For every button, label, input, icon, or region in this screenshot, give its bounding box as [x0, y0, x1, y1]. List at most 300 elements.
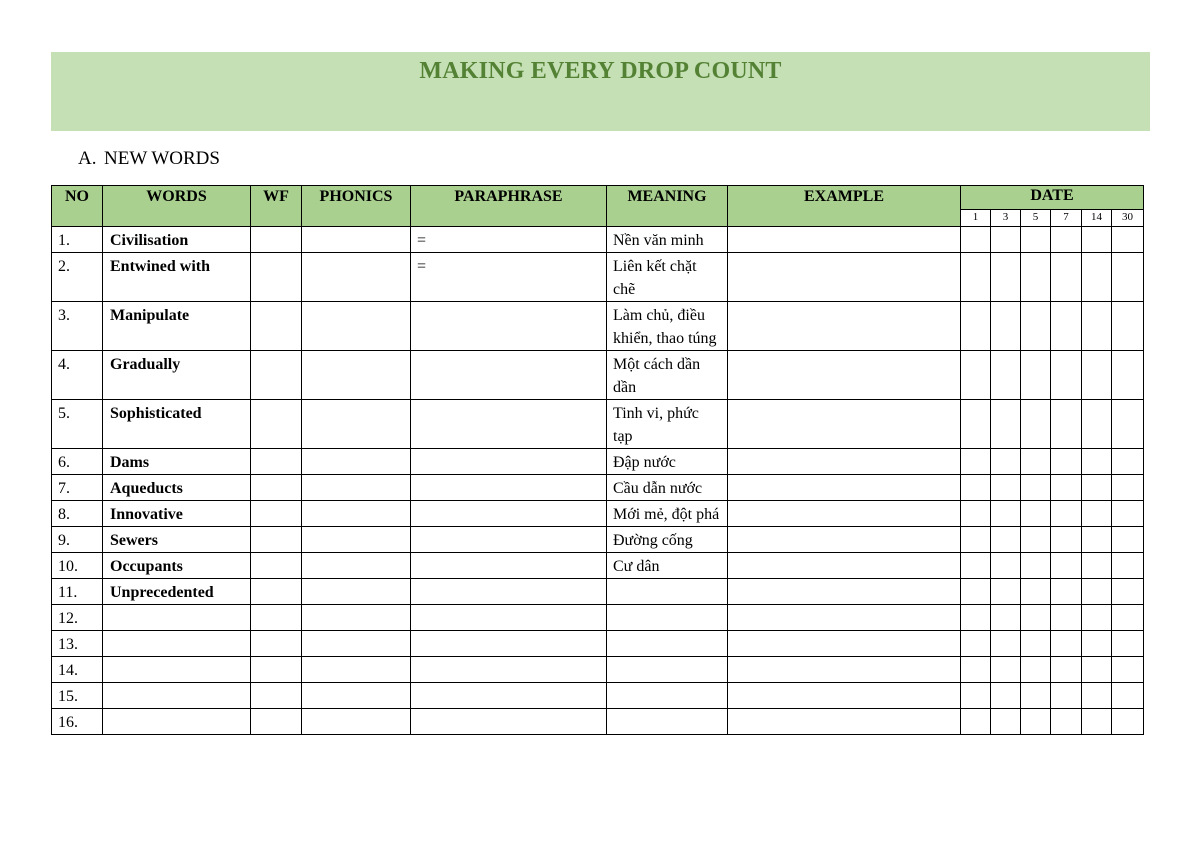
date-check-cell — [1112, 351, 1144, 400]
date-check-cell — [1082, 302, 1112, 351]
phonics-cell — [302, 553, 411, 579]
header-wf: WF — [251, 186, 302, 227]
date-check-cell — [961, 657, 991, 683]
phonics-cell — [302, 253, 411, 302]
date-check-cell — [1082, 351, 1112, 400]
date-check-cell — [1051, 400, 1082, 449]
word-cell-text — [103, 631, 250, 633]
header-paraphrase: PARAPHRASE — [411, 186, 607, 227]
word-cell-text: Sewers — [110, 532, 158, 549]
row-number-text: 7. — [58, 480, 70, 497]
date-check-cell — [1112, 683, 1144, 709]
phonics-cell — [302, 657, 411, 683]
date-check-cell — [1112, 449, 1144, 475]
meaning-cell — [607, 527, 728, 553]
date-check-cell — [1082, 475, 1112, 501]
date-check-cell — [1021, 579, 1051, 605]
date-check-cell — [991, 449, 1021, 475]
word-cell-text — [103, 657, 250, 659]
paraphrase-cell-text — [411, 351, 606, 353]
wf-cell — [251, 449, 302, 475]
phonics-cell — [302, 449, 411, 475]
date-check-cell — [1082, 400, 1112, 449]
wf-cell — [251, 351, 302, 400]
row-number-text: 5. — [58, 405, 70, 422]
word-cell-text: Civilisation — [110, 232, 189, 249]
wf-cell — [251, 579, 302, 605]
date-interval: 30 — [1112, 210, 1144, 227]
section-label: NEW WORDS — [104, 148, 220, 169]
date-check-cell — [1021, 302, 1051, 351]
wf-cell — [251, 683, 302, 709]
paraphrase-cell-text: = — [417, 258, 427, 275]
row-number — [52, 253, 103, 302]
phonics-cell — [302, 475, 411, 501]
word-cell — [103, 683, 251, 709]
date-check-cell — [991, 227, 1021, 253]
date-check-cell — [991, 709, 1021, 735]
phonics-cell — [302, 631, 411, 657]
meaning-cell-text: Tinh vi, phức tạp — [613, 405, 699, 445]
date-check-cell — [991, 527, 1021, 553]
paraphrase-cell-text — [411, 400, 606, 402]
date-check-cell — [991, 475, 1021, 501]
date-check-cell — [1112, 227, 1144, 253]
example-cell — [728, 527, 961, 553]
word-cell — [103, 579, 251, 605]
paraphrase-cell — [411, 657, 607, 683]
phonics-cell — [302, 527, 411, 553]
table-row — [52, 579, 1144, 605]
date-check-cell — [961, 579, 991, 605]
date-check-cell — [991, 351, 1021, 400]
row-number-text: 9. — [58, 532, 70, 549]
date-check-cell — [1112, 709, 1144, 735]
date-check-cell — [1021, 351, 1051, 400]
row-number — [52, 709, 103, 735]
row-number-text: 13. — [58, 636, 78, 653]
word-cell — [103, 351, 251, 400]
date-interval: 3 — [991, 210, 1021, 227]
paraphrase-cell-text — [411, 683, 606, 685]
date-check-cell — [991, 400, 1021, 449]
example-cell — [728, 302, 961, 351]
row-number — [52, 501, 103, 527]
header-phonics: PHONICS — [302, 186, 411, 227]
example-cell — [728, 475, 961, 501]
date-check-cell — [961, 527, 991, 553]
meaning-cell-text: Cư dân — [613, 558, 660, 575]
date-check-cell — [1051, 449, 1082, 475]
row-number-text: 10. — [58, 558, 78, 575]
example-cell — [728, 449, 961, 475]
paraphrase-cell — [411, 605, 607, 631]
date-check-cell — [1021, 501, 1051, 527]
date-check-cell — [1112, 553, 1144, 579]
date-check-cell — [1112, 501, 1144, 527]
example-cell — [728, 253, 961, 302]
date-check-cell — [1082, 631, 1112, 657]
meaning-cell — [607, 683, 728, 709]
meaning-cell — [607, 227, 728, 253]
word-cell-text: Dams — [110, 454, 150, 471]
vocabulary-rows — [52, 227, 1144, 735]
date-interval: 1 — [961, 210, 991, 227]
date-check-cell — [1051, 553, 1082, 579]
date-check-cell — [1021, 227, 1051, 253]
word-cell-text: Occupants — [110, 558, 183, 575]
meaning-cell-text — [607, 631, 727, 633]
paraphrase-cell-text: = — [417, 232, 427, 249]
row-number — [52, 683, 103, 709]
row-number — [52, 449, 103, 475]
row-number — [52, 475, 103, 501]
date-check-cell — [991, 253, 1021, 302]
row-number — [52, 351, 103, 400]
header-example: EXAMPLE — [728, 186, 961, 227]
meaning-cell-text: Liên kết chặt chẽ — [613, 258, 697, 298]
table-row — [52, 475, 1144, 501]
example-cell — [728, 227, 961, 253]
word-cell-text: Aqueducts — [110, 480, 183, 497]
date-check-cell — [1082, 527, 1112, 553]
date-check-cell — [1051, 351, 1082, 400]
example-cell — [728, 400, 961, 449]
paraphrase-cell-text — [411, 709, 606, 711]
phonics-cell — [302, 400, 411, 449]
row-number-text: 3. — [58, 307, 70, 324]
title-banner — [51, 52, 1150, 131]
date-check-cell — [1051, 579, 1082, 605]
paraphrase-cell-text — [411, 553, 606, 555]
phonics-cell — [302, 605, 411, 631]
row-number — [52, 605, 103, 631]
example-cell — [728, 553, 961, 579]
paraphrase-cell — [411, 253, 607, 302]
meaning-cell — [607, 302, 728, 351]
word-cell — [103, 475, 251, 501]
paraphrase-cell — [411, 579, 607, 605]
meaning-cell-text — [607, 605, 727, 607]
example-cell — [728, 631, 961, 657]
meaning-cell — [607, 657, 728, 683]
wf-cell — [251, 475, 302, 501]
date-check-cell — [1082, 709, 1112, 735]
example-cell — [728, 683, 961, 709]
wf-cell — [251, 400, 302, 449]
date-check-cell — [1082, 253, 1112, 302]
paraphrase-cell — [411, 683, 607, 709]
date-check-cell — [1082, 579, 1112, 605]
meaning-cell-text: Đập nước — [613, 454, 676, 471]
date-check-cell — [991, 302, 1021, 351]
paraphrase-cell-text — [411, 475, 606, 477]
table-row — [52, 527, 1144, 553]
date-check-cell — [961, 253, 991, 302]
wf-cell — [251, 631, 302, 657]
paraphrase-cell — [411, 709, 607, 735]
date-check-cell — [1112, 302, 1144, 351]
meaning-cell-text: Nền văn minh — [613, 232, 704, 249]
paraphrase-cell-text — [411, 449, 606, 451]
header-meaning: MEANING — [607, 186, 728, 227]
wf-cell — [251, 527, 302, 553]
table-row — [52, 683, 1144, 709]
table-row — [52, 351, 1144, 400]
example-cell — [728, 605, 961, 631]
word-cell — [103, 227, 251, 253]
date-check-cell — [1112, 400, 1144, 449]
word-cell — [103, 605, 251, 631]
date-check-cell — [991, 605, 1021, 631]
row-number — [52, 657, 103, 683]
word-cell-text: Innovative — [110, 506, 183, 523]
word-cell — [103, 657, 251, 683]
paraphrase-cell-text — [411, 579, 606, 581]
row-number-text: 15. — [58, 688, 78, 705]
date-check-cell — [961, 605, 991, 631]
date-check-cell — [1051, 302, 1082, 351]
row-number — [52, 631, 103, 657]
date-check-cell — [1021, 449, 1051, 475]
meaning-cell-text — [607, 683, 727, 685]
date-check-cell — [1021, 631, 1051, 657]
date-check-cell — [1051, 253, 1082, 302]
date-check-cell — [1112, 253, 1144, 302]
phonics-cell — [302, 709, 411, 735]
row-number-text: 2. — [58, 258, 70, 275]
word-cell — [103, 501, 251, 527]
word-cell — [103, 302, 251, 351]
date-check-cell — [1021, 605, 1051, 631]
section-heading — [78, 148, 220, 170]
row-number — [52, 553, 103, 579]
date-check-cell — [1112, 475, 1144, 501]
date-check-cell — [1112, 631, 1144, 657]
date-interval: 7 — [1051, 210, 1082, 227]
meaning-cell-text: Làm chủ, điều khiển, thao túng — [613, 307, 717, 347]
example-cell — [728, 579, 961, 605]
date-check-cell — [1021, 253, 1051, 302]
paraphrase-cell-text — [411, 605, 606, 607]
word-cell — [103, 553, 251, 579]
date-check-cell — [991, 657, 1021, 683]
row-number-text: 16. — [58, 714, 78, 731]
header-date: DATE — [961, 186, 1144, 210]
date-check-cell — [961, 631, 991, 657]
word-cell — [103, 709, 251, 735]
date-check-cell — [1112, 527, 1144, 553]
word-cell-text: Gradually — [110, 356, 181, 373]
word-cell — [103, 400, 251, 449]
date-check-cell — [1082, 657, 1112, 683]
wf-cell — [251, 709, 302, 735]
date-check-cell — [1051, 501, 1082, 527]
date-check-cell — [961, 501, 991, 527]
date-check-cell — [1021, 709, 1051, 735]
phonics-cell — [302, 501, 411, 527]
meaning-cell — [607, 631, 728, 657]
row-number-text: 14. — [58, 662, 78, 679]
date-check-cell — [1051, 683, 1082, 709]
table-row — [52, 605, 1144, 631]
word-cell — [103, 631, 251, 657]
word-cell-text: Manipulate — [110, 307, 190, 324]
date-check-cell — [1082, 501, 1112, 527]
vocabulary-table — [51, 185, 1144, 735]
row-number — [52, 302, 103, 351]
date-check-cell — [1051, 709, 1082, 735]
paraphrase-cell — [411, 227, 607, 253]
meaning-cell — [607, 475, 728, 501]
date-check-cell — [1021, 400, 1051, 449]
date-check-cell — [961, 683, 991, 709]
header-words: WORDS — [103, 186, 251, 227]
meaning-cell-text: Mới mẻ, đột phá — [613, 506, 720, 523]
paraphrase-cell-text — [411, 501, 606, 503]
date-check-cell — [991, 683, 1021, 709]
wf-cell — [251, 253, 302, 302]
word-cell-text: Unprecedented — [110, 584, 214, 601]
header-no: NO — [52, 186, 103, 227]
date-check-cell — [991, 631, 1021, 657]
date-check-cell — [1021, 475, 1051, 501]
meaning-cell-text: Một cách dần dần — [613, 356, 701, 396]
date-check-cell — [991, 553, 1021, 579]
date-check-cell — [1021, 657, 1051, 683]
paraphrase-cell-text — [411, 631, 606, 633]
row-number — [52, 579, 103, 605]
meaning-cell-text — [607, 579, 727, 581]
paraphrase-cell — [411, 527, 607, 553]
date-check-cell — [1051, 605, 1082, 631]
row-number — [52, 400, 103, 449]
table-row — [52, 400, 1144, 449]
paraphrase-cell — [411, 475, 607, 501]
row-number-text: 4. — [58, 356, 70, 373]
phonics-cell — [302, 302, 411, 351]
meaning-cell — [607, 351, 728, 400]
example-cell — [728, 709, 961, 735]
date-interval: 14 — [1082, 210, 1112, 227]
date-check-cell — [961, 709, 991, 735]
meaning-cell — [607, 605, 728, 631]
row-number-text: 8. — [58, 506, 70, 523]
phonics-cell — [302, 227, 411, 253]
date-check-cell — [1112, 579, 1144, 605]
paraphrase-cell — [411, 302, 607, 351]
paraphrase-cell — [411, 449, 607, 475]
date-check-cell — [961, 227, 991, 253]
meaning-cell-text — [607, 709, 727, 711]
paraphrase-cell — [411, 351, 607, 400]
meaning-cell — [607, 709, 728, 735]
row-number-text: 6. — [58, 454, 70, 471]
word-cell — [103, 449, 251, 475]
date-check-cell — [1082, 227, 1112, 253]
table-row — [52, 302, 1144, 351]
wf-cell — [251, 501, 302, 527]
table-row — [52, 449, 1144, 475]
wf-cell — [251, 227, 302, 253]
date-check-cell — [961, 302, 991, 351]
meaning-cell-text: Đường cống — [613, 532, 693, 549]
example-cell — [728, 657, 961, 683]
date-interval: 5 — [1021, 210, 1051, 227]
date-check-cell — [1021, 527, 1051, 553]
date-check-cell — [1021, 683, 1051, 709]
row-number-text: 1. — [58, 232, 70, 249]
meaning-cell — [607, 253, 728, 302]
meaning-cell-text: Cầu dẫn nước — [613, 480, 703, 497]
paraphrase-cell — [411, 553, 607, 579]
paraphrase-cell-text — [411, 527, 606, 529]
word-cell — [103, 253, 251, 302]
row-number-text: 11. — [58, 584, 78, 601]
date-check-cell — [961, 351, 991, 400]
table-row — [52, 253, 1144, 302]
example-cell — [728, 501, 961, 527]
word-cell-text — [103, 605, 250, 607]
meaning-cell — [607, 553, 728, 579]
word-cell-text — [103, 709, 250, 711]
paraphrase-cell — [411, 400, 607, 449]
page-title: MAKING EVERY DROP COUNT — [419, 58, 782, 84]
meaning-cell — [607, 400, 728, 449]
date-check-cell — [1051, 657, 1082, 683]
date-check-cell — [1021, 553, 1051, 579]
date-check-cell — [1082, 605, 1112, 631]
table-row — [52, 501, 1144, 527]
date-check-cell — [961, 553, 991, 579]
date-check-cell — [1112, 657, 1144, 683]
section-number: A. — [78, 148, 97, 169]
word-cell-text — [103, 683, 250, 685]
meaning-cell — [607, 449, 728, 475]
date-check-cell — [1082, 449, 1112, 475]
date-check-cell — [961, 475, 991, 501]
paraphrase-cell — [411, 631, 607, 657]
row-number — [52, 527, 103, 553]
date-check-cell — [1051, 475, 1082, 501]
date-check-cell — [991, 501, 1021, 527]
table-row — [52, 631, 1144, 657]
phonics-cell — [302, 351, 411, 400]
paraphrase-cell-text — [411, 302, 606, 304]
date-check-cell — [961, 400, 991, 449]
table-row — [52, 657, 1144, 683]
word-cell — [103, 527, 251, 553]
wf-cell — [251, 605, 302, 631]
table-row — [52, 553, 1144, 579]
paraphrase-cell-text — [411, 657, 606, 659]
wf-cell — [251, 553, 302, 579]
wf-cell — [251, 302, 302, 351]
row-number — [52, 227, 103, 253]
phonics-cell — [302, 579, 411, 605]
word-cell-text: Entwined with — [110, 258, 211, 275]
date-check-cell — [961, 449, 991, 475]
phonics-cell — [302, 683, 411, 709]
date-check-cell — [1082, 553, 1112, 579]
example-cell — [728, 351, 961, 400]
date-check-cell — [1051, 227, 1082, 253]
date-check-cell — [1082, 683, 1112, 709]
table-row — [52, 709, 1144, 735]
date-check-cell — [991, 579, 1021, 605]
row-number-text: 12. — [58, 610, 78, 627]
wf-cell — [251, 657, 302, 683]
